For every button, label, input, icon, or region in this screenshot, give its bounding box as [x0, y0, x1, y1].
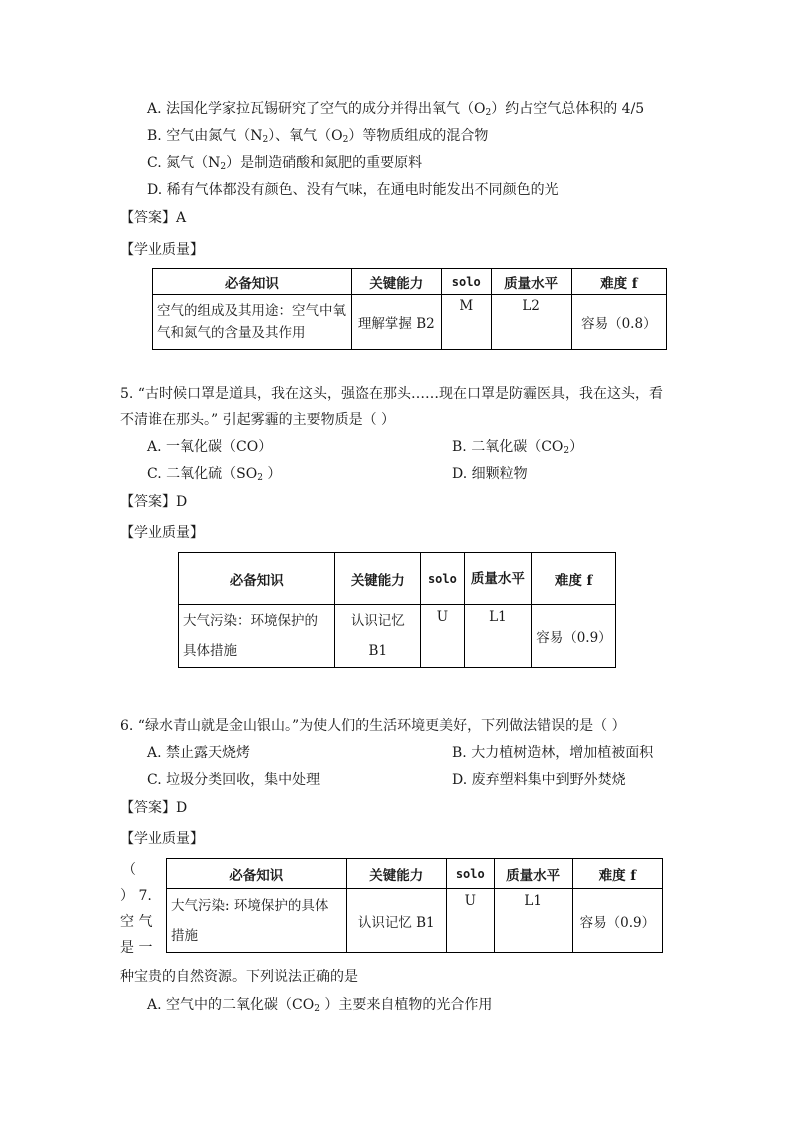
table-cell: 容易（0.8） — [571, 295, 666, 350]
table-header: solo — [446, 859, 494, 889]
q5-answer: 【答案】D — [120, 494, 188, 510]
table-cell: 空气的组成及其用途：空气中氧气和氮气的含量及其作用 — [153, 295, 352, 350]
q5-option-b: B. 二氧化碳$(CO_2)$ — [452, 439, 584, 456]
q4-option-b: B. 空气由氮气$(N_2)$、氧气$(O_2)$等物质组成的混合物 — [147, 128, 489, 145]
q4-answer: 【答案】A — [120, 210, 187, 226]
table-header: 关键能力 — [351, 269, 441, 295]
q4-quality-table — [152, 268, 667, 350]
q5-stem-line2: 不清谁在那头。” 引起雾霾的主要物质是（ ） — [120, 412, 396, 428]
q5-quality-heading: 【学业质量】 — [120, 525, 204, 541]
table-cell: L1 — [464, 605, 532, 668]
q7-side-text-2: ） 7. — [120, 888, 152, 904]
q6-option-a: A. 禁止露天烧烤 — [147, 745, 251, 761]
q4-option-d: D. 稀有气体都没有颜色、没有气味，在通电时能发出不同颜色的光 — [147, 182, 559, 198]
table-header: 关键能力 — [335, 553, 421, 605]
table-header: 质量水平 — [494, 859, 572, 889]
q7-side-text-3: 空 气 — [120, 914, 153, 930]
table-header: 难度 f — [571, 269, 666, 295]
table-header: 必备知识 — [153, 269, 352, 295]
table-cell: 大气污染: 环境保护的具体措施 — [167, 889, 347, 953]
table-header: 质量水平 — [491, 269, 571, 295]
table-cell: 理解掌握 B2 — [351, 295, 441, 350]
table-header: 难度 f — [572, 859, 662, 889]
q5-option-d: D. 细颗粒物 — [452, 466, 528, 482]
table-cell: 认识记忆 B1 — [346, 889, 446, 953]
q6-quality-table — [166, 858, 663, 953]
q4-option-a: A. 法国化学家拉瓦锡研究了空气的成分并得出氧气$(O_2)$约占空气总体积的 4/5 — [147, 101, 645, 118]
table-header: 必备知识 — [167, 859, 347, 889]
q5-stem-line1: 5. “古时候口罩是道具，我在这头，强盗在那头……现在口罩是防霾医具，我在这头，看 — [120, 386, 663, 402]
table-cell: L2 — [491, 295, 571, 350]
q6-stem: 6. “绿水青山就是金山银山。”为使人们的生活环境更美好，下列做法错误的是（ ） — [120, 718, 626, 734]
q4-quality-heading: 【学业质量】 — [120, 242, 204, 258]
table-cell: 容易（0.9） — [572, 889, 662, 953]
table-header: 质量水平 — [464, 553, 532, 605]
q6-option-d: D. 废弃塑料集中到野外焚烧 — [452, 772, 626, 788]
table-header: solo — [421, 553, 464, 605]
q5-option-a: A. 一氧化碳（CO） — [147, 439, 273, 455]
table-cell: U — [421, 605, 464, 668]
q6-quality-heading: 【学业质量】 — [120, 831, 204, 847]
table-header: 难度 f — [532, 553, 616, 605]
table-cell: U — [446, 889, 494, 953]
q7-stem-continued: 种宝贵的自然资源。下列说法正确的是 — [120, 969, 358, 985]
q7-side-text-4: 是 一 — [120, 940, 153, 956]
table-header: 必备知识 — [179, 553, 335, 605]
q7-option-a: A. 空气中的二氧化碳（$CO_2$ ）主要来自植物的光合作用 — [147, 997, 493, 1014]
q4-option-c: C. 氮气$(N_2)$是制造硝酸和氮肥的重要原料 — [147, 155, 423, 172]
table-header: solo — [441, 269, 491, 295]
table-cell: 认识记忆 B1 — [335, 605, 421, 668]
q6-answer: 【答案】D — [120, 800, 188, 816]
table-cell: M — [441, 295, 491, 350]
table-cell: 大气污染：环境保护的具体措施 — [179, 605, 335, 668]
table-cell: 容易（0.9） — [532, 605, 616, 668]
q6-option-b: B. 大力植树造林，增加植被面积 — [452, 745, 654, 761]
table-cell: L1 — [494, 889, 572, 953]
q5-quality-table — [178, 552, 616, 668]
q7-side-text-1: （ — [122, 862, 136, 878]
q6-option-c: C. 垃圾分类回收，集中处理 — [147, 772, 321, 788]
q5-option-c: C. 二氧化硫（$SO_2$ ） — [147, 466, 282, 483]
table-header: 关键能力 — [346, 859, 446, 889]
